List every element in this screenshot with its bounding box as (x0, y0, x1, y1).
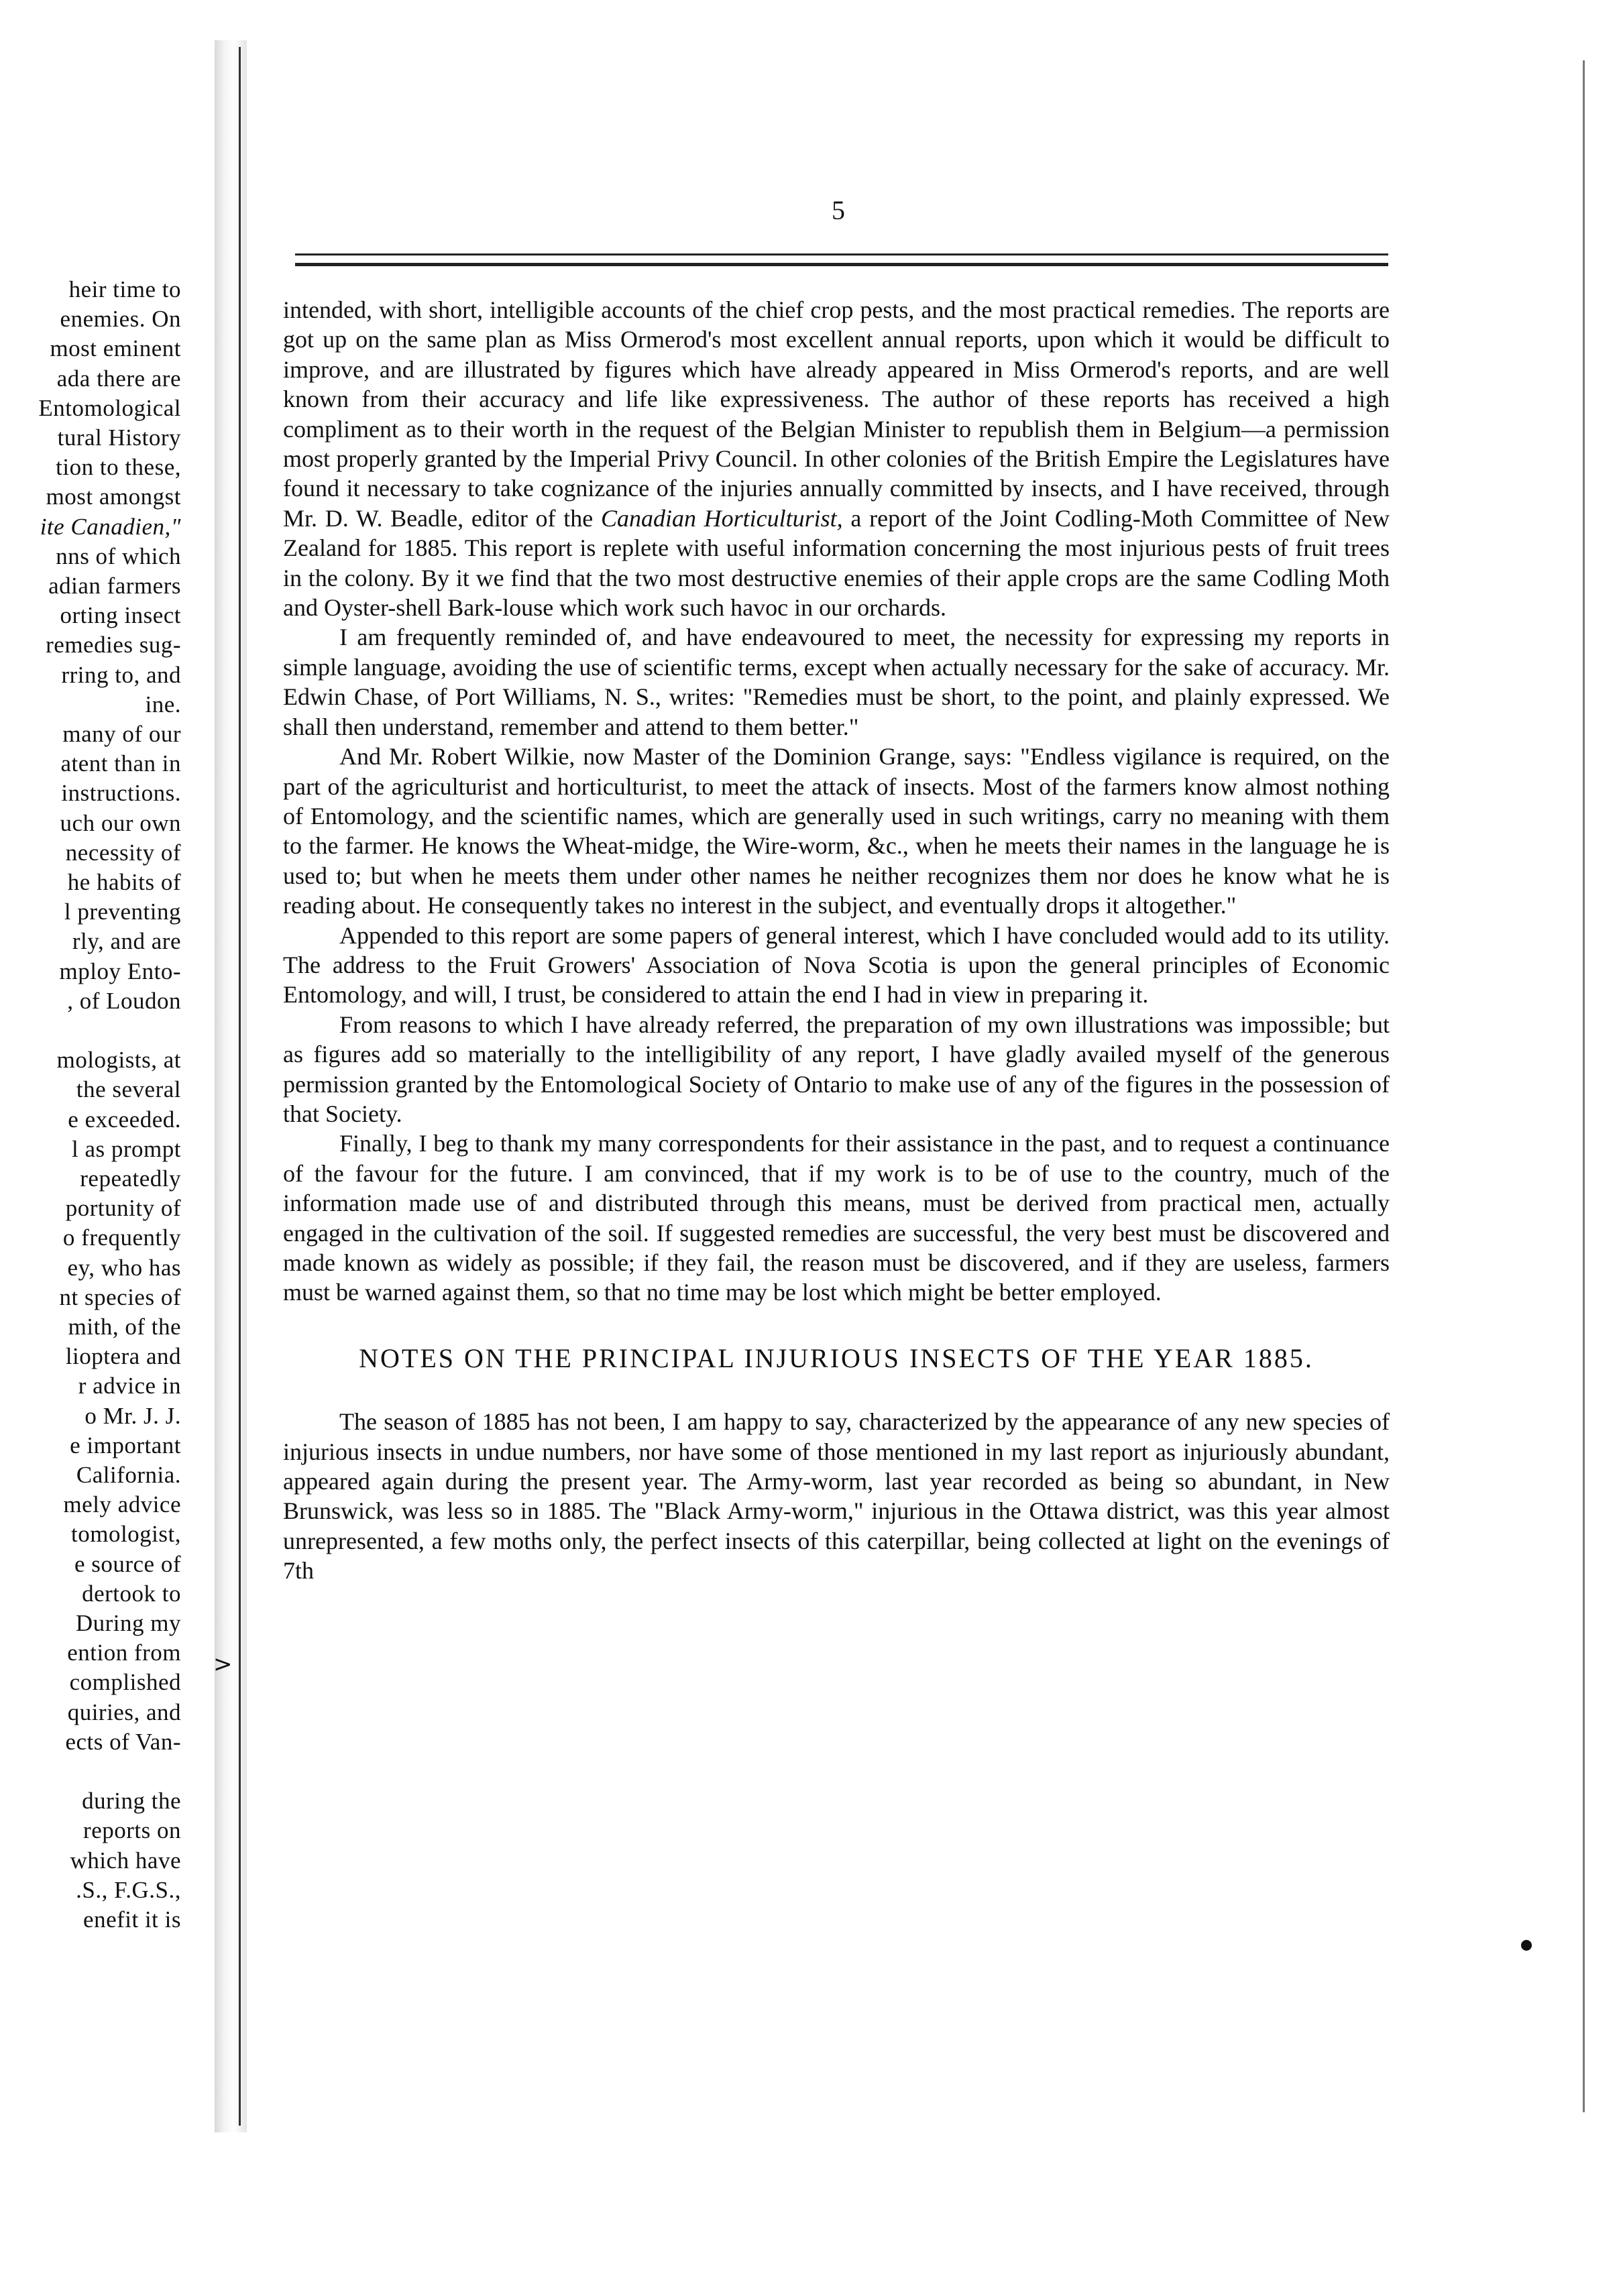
facing-page-line: e important (70, 1432, 181, 1458)
facing-page-line: e source of (74, 1550, 181, 1577)
facing-page-line: nns of which (56, 542, 181, 569)
facing-page-line: mploy Ento- (59, 958, 181, 984)
facing-page-line: during the (82, 1788, 181, 1815)
facing-page-line: o frequently (62, 1224, 181, 1251)
facing-page-line: orting insect (60, 602, 181, 629)
header-rule-thick (295, 263, 1388, 266)
facing-page-line: ine. (145, 691, 181, 718)
facing-page-line: heir time to (68, 276, 181, 302)
facing-page-line: During my (75, 1610, 181, 1636)
facing-page-line: enefit it is (83, 1906, 181, 1933)
facing-page-line: mologists, at (56, 1047, 181, 1074)
facing-page-line: uch our own (60, 809, 181, 836)
facing-page-line: l preventing (64, 899, 181, 925)
paragraph-5: From reasons to which I have already referred, the preparation of my own illustrations was impossible; but as figures add so materially to the intelligibility of any report, I have gladly availed myself of the generous permission granted by the Entomological Society of Ontario to make use of any of the figures in the possession of that Society. (283, 1011, 1390, 1127)
facing-page-line: rly, and are (72, 928, 181, 955)
facing-page-line: l as prompt (72, 1135, 181, 1162)
section-heading: NOTES ON THE PRINCIPAL INJURIOUS INSECTS OF THE YEAR 1885. (359, 1342, 1314, 1373)
book-gutter (215, 40, 247, 2132)
facing-page-line: repeatedly (80, 1165, 181, 1192)
facing-page-line: nt species of (59, 1283, 181, 1310)
facing-page-line: .S., F.G.S., (76, 1876, 181, 1903)
facing-page-fragment (0, 47, 201, 2126)
facing-page-line: lioptera and (65, 1343, 181, 1370)
paragraph-1 (283, 295, 1390, 622)
facing-page-line: reports on (83, 1817, 181, 1844)
facing-page-line: tomologist, (71, 1521, 181, 1548)
facing-page-line: enemies. On (60, 306, 181, 333)
gutter-edge (239, 47, 241, 2126)
notes-paragraph: The season of 1885 has not been, I am happy to say, characterized by the appearance of any new species of injurious insects in undue numbers, nor have some of those mentioned in my last report as injuriously abundant, appeared again during the present year. The Army-worm, last year recorded as being so abundant, in New Brunswick, was less so in 1885. The "Black Army-worm," injurious in the Ottawa district, was this year almost unrepresented, a few moths only, the perfect insects of this caterpillar, being collected at light on the evenings of 7th (283, 1408, 1390, 1585)
facing-page-line: ention from (67, 1640, 181, 1666)
facing-page-line: instructions. (61, 780, 181, 807)
header-rule-thin (295, 253, 1388, 255)
facing-page-line: which have (70, 1847, 181, 1874)
facing-page-line: ey, who has (67, 1254, 181, 1281)
paragraph-1-text-continued: a report of the Joint Codling-Moth Committee of New Zealand for 1885. This report is replete with useful information concerning the most injurious pests of fruit trees in the colony. By it we find that the two most destructive enemies of their apple crops are the same Codling Moth and Oyster-shell Bark-louse which work such havoc in our orchards. (283, 504, 1390, 622)
facing-page-line: ada there are (56, 365, 181, 392)
paragraph-2: I am frequently reminded of, and have endeavoured to meet, the necessity for expressing my reports in simple language, avoiding the use of scientific terms, except when actually necessary for the sake of accuracy. Mr. Edwin Chase, of Port Williams, N. S., writes: "Remedies must be short, to the point, and plainly expressed. We shall then understand, remember and attend to them better." (283, 624, 1390, 740)
margin-dot (1521, 1940, 1532, 1951)
paragraph-1-text: intended, with short, intelligible accounts of the chief crop pests, and the most practical remedies. The reports are got up on the same plan as Miss Ormerod's most excellent annual reports, upon which it would be difficult to improve, and are illustrated by figures which have already appeared in Miss Ormerod's reports, and are well known from their accuracy and life like expressiveness. The author of these reports has received a high compliment as to their worth in the request of the Belgian Minister to republish them in Belgium—a permission most properly granted by the Imperial Privy Council. In other colonies of the British Empire the Legislatures have found it necessary to take cognizance of the injuries annually committed by insects, and I have received, through Mr. D. W. Beadle, editor of the (283, 296, 1390, 532)
facing-page-line: he habits of (67, 869, 181, 895)
facing-page-line: o Mr. J. J. (85, 1402, 181, 1429)
facing-page-line: complished (69, 1669, 181, 1696)
facing-page-line: adian farmers (48, 573, 181, 599)
facing-page-line: ects of Van- (65, 1728, 181, 1755)
facing-page-line: most amongst (46, 483, 181, 510)
paragraph-6: Finally, I beg to thank my many correspondents for their assistance in the past, and to request a continuance of the favour for the future. I am convinced, that if my work is to be of use to the country, much of the information made use of and distributed through this means, must be derived from practical men, actually engaged in the cultivation of the soil. If suggested remedies are successful, the very best must be discovered and made known as widely as possible; if they fail, the reason must be discovered, and if they are useless, farmers must be warned against them, so that no time may be lost which might be better employed. (283, 1130, 1390, 1306)
facing-page-line: tural History (57, 424, 181, 451)
facing-page-line: necessity of (65, 839, 181, 866)
facing-page-line: rring to, and (61, 661, 181, 688)
facing-page-line: portunity of (65, 1195, 181, 1222)
facing-page-line: mith, of the (68, 1314, 181, 1340)
facing-page-line: e exceeded. (68, 1106, 181, 1133)
facing-page-line: ite Canadien," (40, 513, 181, 540)
page-right-edge (1583, 60, 1585, 2112)
facing-page-line: California. (76, 1462, 181, 1488)
facing-page-line: mely advice (63, 1491, 181, 1518)
facing-page-line: r advice in (78, 1373, 181, 1399)
gutter-mark: > (213, 1651, 233, 1678)
facing-page-line: , of Loudon (67, 987, 181, 1014)
facing-page-line: dertook to (82, 1580, 181, 1607)
paragraph-4: Appended to this report are some papers of general interest, which I have concluded would add to its utility. The address to the Fruit Growers' Association of Nova Scotia is upon the general principles of Economic Entomology, and will, I trust, be considered to attain the end I had in view in preparing it. (283, 921, 1390, 1009)
facing-page-line: tion to these, (56, 454, 181, 481)
facing-page-line: atent than in (60, 750, 181, 777)
facing-page-line: the several (76, 1076, 181, 1103)
facing-page-line: remedies sug- (46, 632, 181, 658)
journal-title: Canadian Horticulturist, (600, 504, 843, 532)
facing-page-line: most eminent (50, 335, 181, 362)
facing-page-line: Entomological (38, 394, 181, 421)
page-number: 5 (832, 195, 845, 225)
facing-page-line: quiries, and (67, 1699, 181, 1725)
page-body (283, 295, 1390, 1586)
paragraph-3: And Mr. Robert Wilkie, now Master of the Dominion Grange, says: "Endless vigilance is required, on the part of the agriculturist and horticulturist, to meet the attack of insects. Most of the farmers know almost nothing of Entomology, and the scientific names, which are generally used in such writings, carry no meaning with them to the farmer. He knows the Wheat-midge, the Wire-worm, &c., when he meets their names in the language he is used to; but when he meets them under other names he neither recognizes them nor does he know what he is reading about. He consequently takes no interest in the subject, and eventually drops it altogether." (283, 743, 1390, 919)
facing-page-line: many of our (62, 721, 181, 747)
